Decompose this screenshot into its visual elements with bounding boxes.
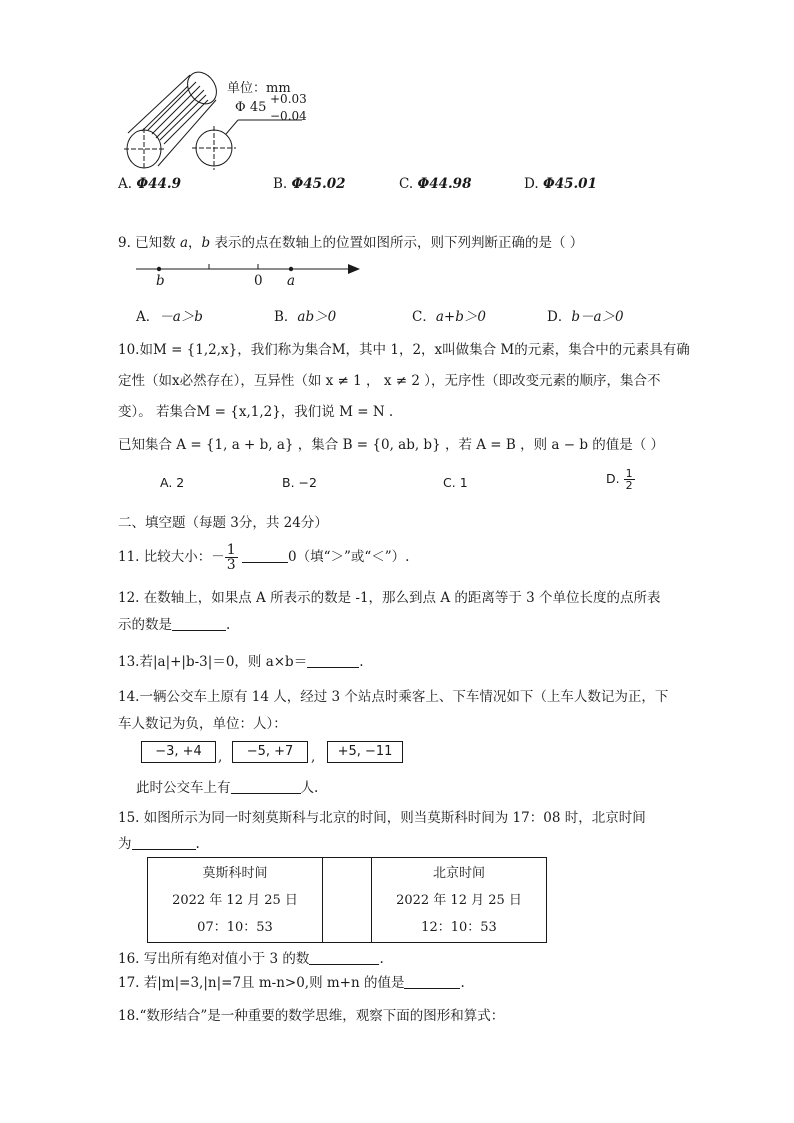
tolerance-lower: −0.04 xyxy=(270,109,307,123)
q11-prefix: 11. 比较大小：－ xyxy=(118,549,225,565)
moscow-date: 2022 年 12 月 25 日 xyxy=(172,892,298,908)
q10-line-2: 定性（如x必然存在），互异性（如 x ≠ 1 ， x ≠ 2 ），无序性（即改变元素的顺序，集合不 xyxy=(118,373,661,389)
q17 xyxy=(118,971,465,991)
q14-line-3 xyxy=(136,776,318,796)
q17-suffix: . xyxy=(460,975,465,991)
axis-label-a: a xyxy=(287,273,296,289)
option-text: Φ44.9 xyxy=(136,176,181,192)
number-line xyxy=(136,260,366,280)
q8-option-d xyxy=(524,176,597,192)
option-text: 2 xyxy=(176,475,185,490)
q14-prefix: 此时公交车上有 xyxy=(136,780,231,796)
q13-prefix: 13.若|a|+|b-3|＝0，则 a×b＝ xyxy=(118,654,308,670)
q14-line-2: 车人数记为负，单位：人）： xyxy=(118,716,287,732)
q13 xyxy=(118,650,364,670)
q9-var-a: a xyxy=(179,235,189,251)
phi-symbol: Φ xyxy=(235,100,246,115)
q10-option-b xyxy=(282,475,317,490)
q9-option-c xyxy=(412,305,486,325)
fraction-one-third xyxy=(225,543,238,572)
q9-sep: ， xyxy=(188,235,202,251)
q10-option-c xyxy=(443,475,468,490)
axis-label-b: b xyxy=(156,273,165,289)
option-letter: A. xyxy=(160,475,173,490)
q18: 18.“数形结合”是一种重要的数学思维，观察下面的图形和算式： xyxy=(118,1008,505,1024)
option-text: －a＞b xyxy=(159,309,203,325)
beijing-date: 2022 年 12 月 25 日 xyxy=(396,892,522,908)
q11 xyxy=(118,543,409,572)
q9-stem-a: 9. 已知数 xyxy=(118,235,180,251)
option-letter: C. xyxy=(399,176,414,192)
q9-option-d xyxy=(547,305,624,325)
q8-option-c xyxy=(399,176,471,192)
answer-blank[interactable] xyxy=(309,950,379,965)
q10-option-d xyxy=(606,468,635,491)
answer-blank[interactable] xyxy=(231,779,301,794)
beijing-time: 12：10：53 xyxy=(421,919,497,935)
spacer-cell xyxy=(323,858,372,943)
phi-value: 45 xyxy=(249,100,267,115)
answer-blank[interactable] xyxy=(172,616,226,631)
beijing-title: 北京时间 xyxy=(432,865,485,881)
option-text: 1 xyxy=(459,475,468,490)
q15-line-1: 15. 如图所示为同一时刻莫斯科与北京的时间，则当莫斯科时间为 17：08 时，北京时间 xyxy=(118,810,646,826)
fraction-numerator: 1 xyxy=(226,542,236,558)
answer-blank[interactable] xyxy=(242,548,288,563)
q12-suffix: . xyxy=(226,617,231,633)
q10-line-1: 10.如M = {1,2,x}，我们称为集合M，其中 1，2，x叫做集合 M的元素，集合中的元素具有确 xyxy=(118,342,690,358)
option-text: Φ45.01 xyxy=(542,176,597,192)
option-text: Φ44.98 xyxy=(417,176,472,192)
option-letter: C． xyxy=(412,309,436,325)
option-letter: D. xyxy=(524,176,539,192)
q14-box-1: −3, +4 xyxy=(141,741,216,763)
moscow-title: 莫斯科时间 xyxy=(202,865,268,881)
option-letter: C. xyxy=(443,475,456,490)
option-letter: A. xyxy=(118,176,133,192)
diameter-label xyxy=(235,100,266,115)
q8-option-a xyxy=(118,176,181,192)
option-letter: B． xyxy=(274,309,298,325)
axis-label-zero: 0 xyxy=(254,273,263,289)
q14-box-2: −5, +7 xyxy=(232,741,308,763)
q12-line-2 xyxy=(118,613,230,633)
option-letter: B. xyxy=(273,176,288,192)
option-letter: B. xyxy=(282,475,295,490)
answer-blank[interactable] xyxy=(404,974,460,989)
comma: , xyxy=(218,749,223,765)
q14-line-1: 14.一辆公交车上原有 14 人，经过 3 个站点时乘客上、下车情况如下（上车人数记为正，下 xyxy=(118,689,669,705)
section-title: 二、填空题（每题 3分，共 24分） xyxy=(118,515,328,531)
q16-suffix: . xyxy=(379,951,384,967)
q16-prefix: 16. 写出所有绝对值小于 3 的数 xyxy=(118,951,310,967)
option-text: Φ45.02 xyxy=(291,176,346,192)
unit-label: 单位：mm xyxy=(227,81,291,96)
q14-suffix: 人. xyxy=(300,780,319,796)
q10-line-4: 已知集合 A = {1, a + b, a} ，集合 B = {0, ab, b} ，若 A = B ，则 a − b 的值是（ ） xyxy=(118,437,665,453)
q17-prefix: 17. 若|m|=3,|n|=7且 m-n>0,则 m+n 的值是 xyxy=(118,975,405,991)
q12-prefix: 示的数是 xyxy=(118,617,172,633)
q11-suffix: 0（填“＞”或“＜”）. xyxy=(287,549,410,565)
q15-line-2 xyxy=(118,832,200,852)
q10-option-a xyxy=(160,475,184,490)
fraction-one-half xyxy=(624,468,635,491)
answer-blank[interactable] xyxy=(307,653,359,668)
q9-stem-b: 表示的点在数轴上的位置如图所示，则下列判断正确的是（ ） xyxy=(210,235,584,251)
fraction-numerator: 1 xyxy=(625,467,633,480)
q13-suffix: . xyxy=(359,654,364,670)
q10-line-3: 变）。 若集合M = {x,1,2}，我们说 M = N . xyxy=(118,404,394,420)
option-text: ab＞0 xyxy=(297,309,337,325)
q16 xyxy=(118,947,384,967)
option-text: −2 xyxy=(298,475,317,490)
q9-var-b: b xyxy=(201,235,211,251)
beijing-cell xyxy=(372,858,547,943)
q14-box-3: +5, −11 xyxy=(327,741,403,763)
option-letter: A． xyxy=(136,309,160,325)
comma: , xyxy=(311,749,316,765)
tolerance-upper: +0.03 xyxy=(270,92,307,106)
option-letter: D． xyxy=(547,309,572,325)
q9-option-b xyxy=(274,305,336,325)
option-text: a+b＞0 xyxy=(435,309,486,325)
q15-prefix: 为 xyxy=(118,836,132,852)
fraction-denominator: 3 xyxy=(226,557,236,573)
moscow-cell xyxy=(148,858,323,943)
time-table xyxy=(147,857,547,943)
fraction-denominator: 2 xyxy=(625,479,633,492)
moscow-time: 07：10：53 xyxy=(197,919,273,935)
q8-option-b xyxy=(273,176,346,192)
q9-stem xyxy=(118,231,583,251)
answer-blank[interactable] xyxy=(132,835,196,850)
option-letter: D. xyxy=(606,471,620,486)
q15-suffix: . xyxy=(195,836,200,852)
option-text: b－a＞0 xyxy=(571,309,624,325)
q9-option-a xyxy=(136,305,203,325)
q12-line-1: 12. 在数轴上，如果点 A 所表示的数是 -1，那么到点 A 的距离等于 3 个单位长度的点所表 xyxy=(118,590,661,606)
